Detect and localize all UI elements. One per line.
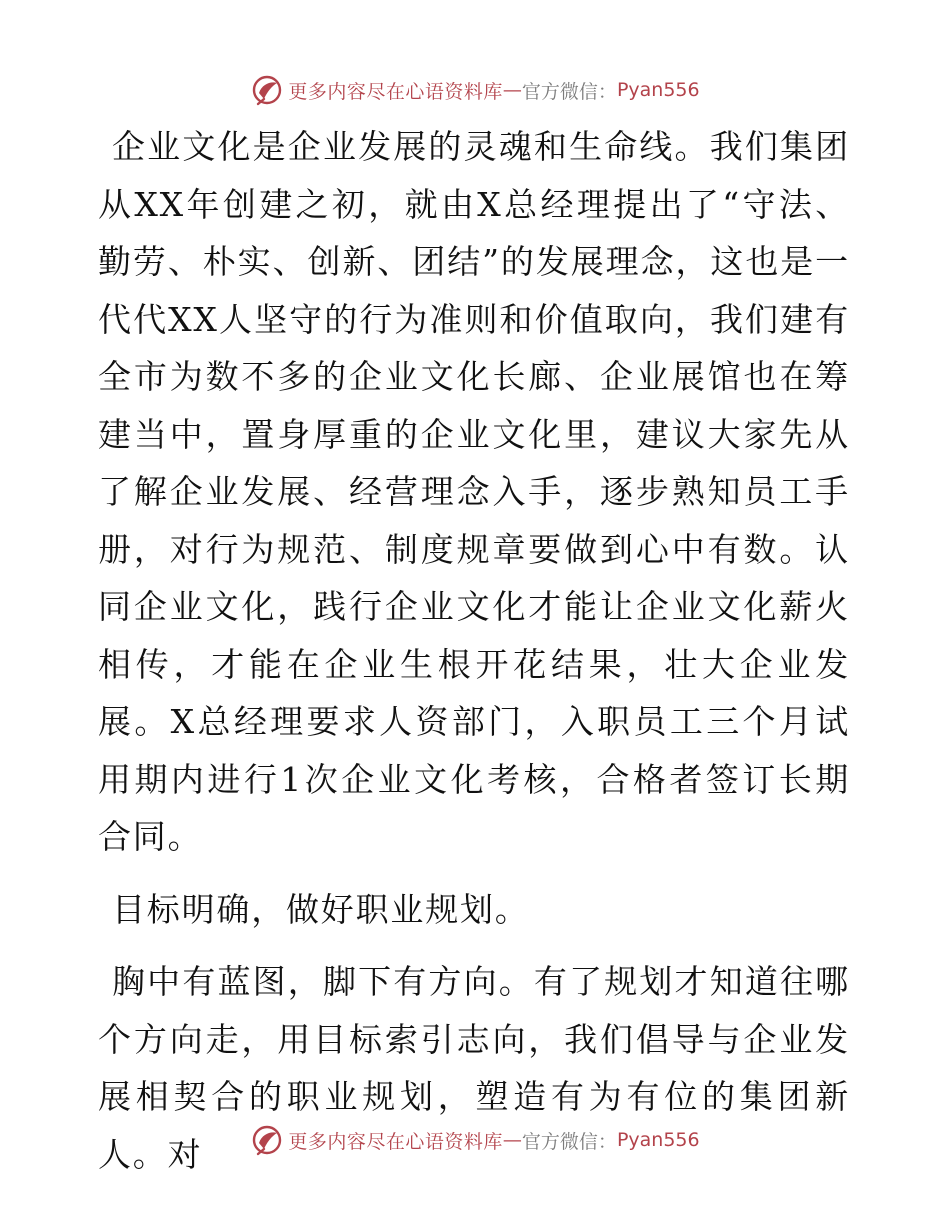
paragraph: 企业文化是企业发展的灵魂和生命线。我们集团从XX年创建之初，就由X总经理提出了“守法、勤劳、朴实、创新、团结”的发展理念，这也是一代代XX人坚守的行为准则和价值取向，我们建有全市为数不多的企业文化长廊、企业展馆也在筹建当中，置身厚重的企业文化里，建议大家先从了解企业发展、经营理念入手，逐步熟知员工手册，对行为规范、制度规章要做到心中有数。认同企业文化，践行企业文化才能让企业文化薪火相传，才能在企业生根开花结果，壮大企业发展。X总经理要求人资部门，入职员工三个月试用期内进行1次企业文化考核，合格者签订长期合同。 <box>98 127 850 856</box>
document-body <box>98 118 850 1183</box>
footer-watermark <box>0 1120 950 1160</box>
logo-icon <box>250 73 284 107</box>
watermark-label: 官方微信： <box>521 80 617 103</box>
watermark-id: Pyan556 <box>616 79 700 101</box>
watermark-separator: — <box>502 79 522 101</box>
watermark-id: Pyan556 <box>616 1129 700 1151</box>
logo-icon <box>250 1123 284 1157</box>
paragraph: 目标明确，做好职业规划。 <box>112 889 530 929</box>
paragraph: 胸中有蓝图，脚下有方向。有了规划才知道往哪个方向走，用目标索引志向，我们倡导与企业发展相契合的职业规划，塑造有为有位的集团新人。对 <box>98 962 850 1174</box>
watermark-text: 更多内容尽在心语资料库 <box>288 80 503 103</box>
watermark-label: 官方微信： <box>521 1130 617 1153</box>
header-watermark <box>0 70 950 110</box>
watermark-text: 更多内容尽在心语资料库 <box>288 1130 503 1153</box>
watermark-separator: — <box>502 1129 522 1151</box>
